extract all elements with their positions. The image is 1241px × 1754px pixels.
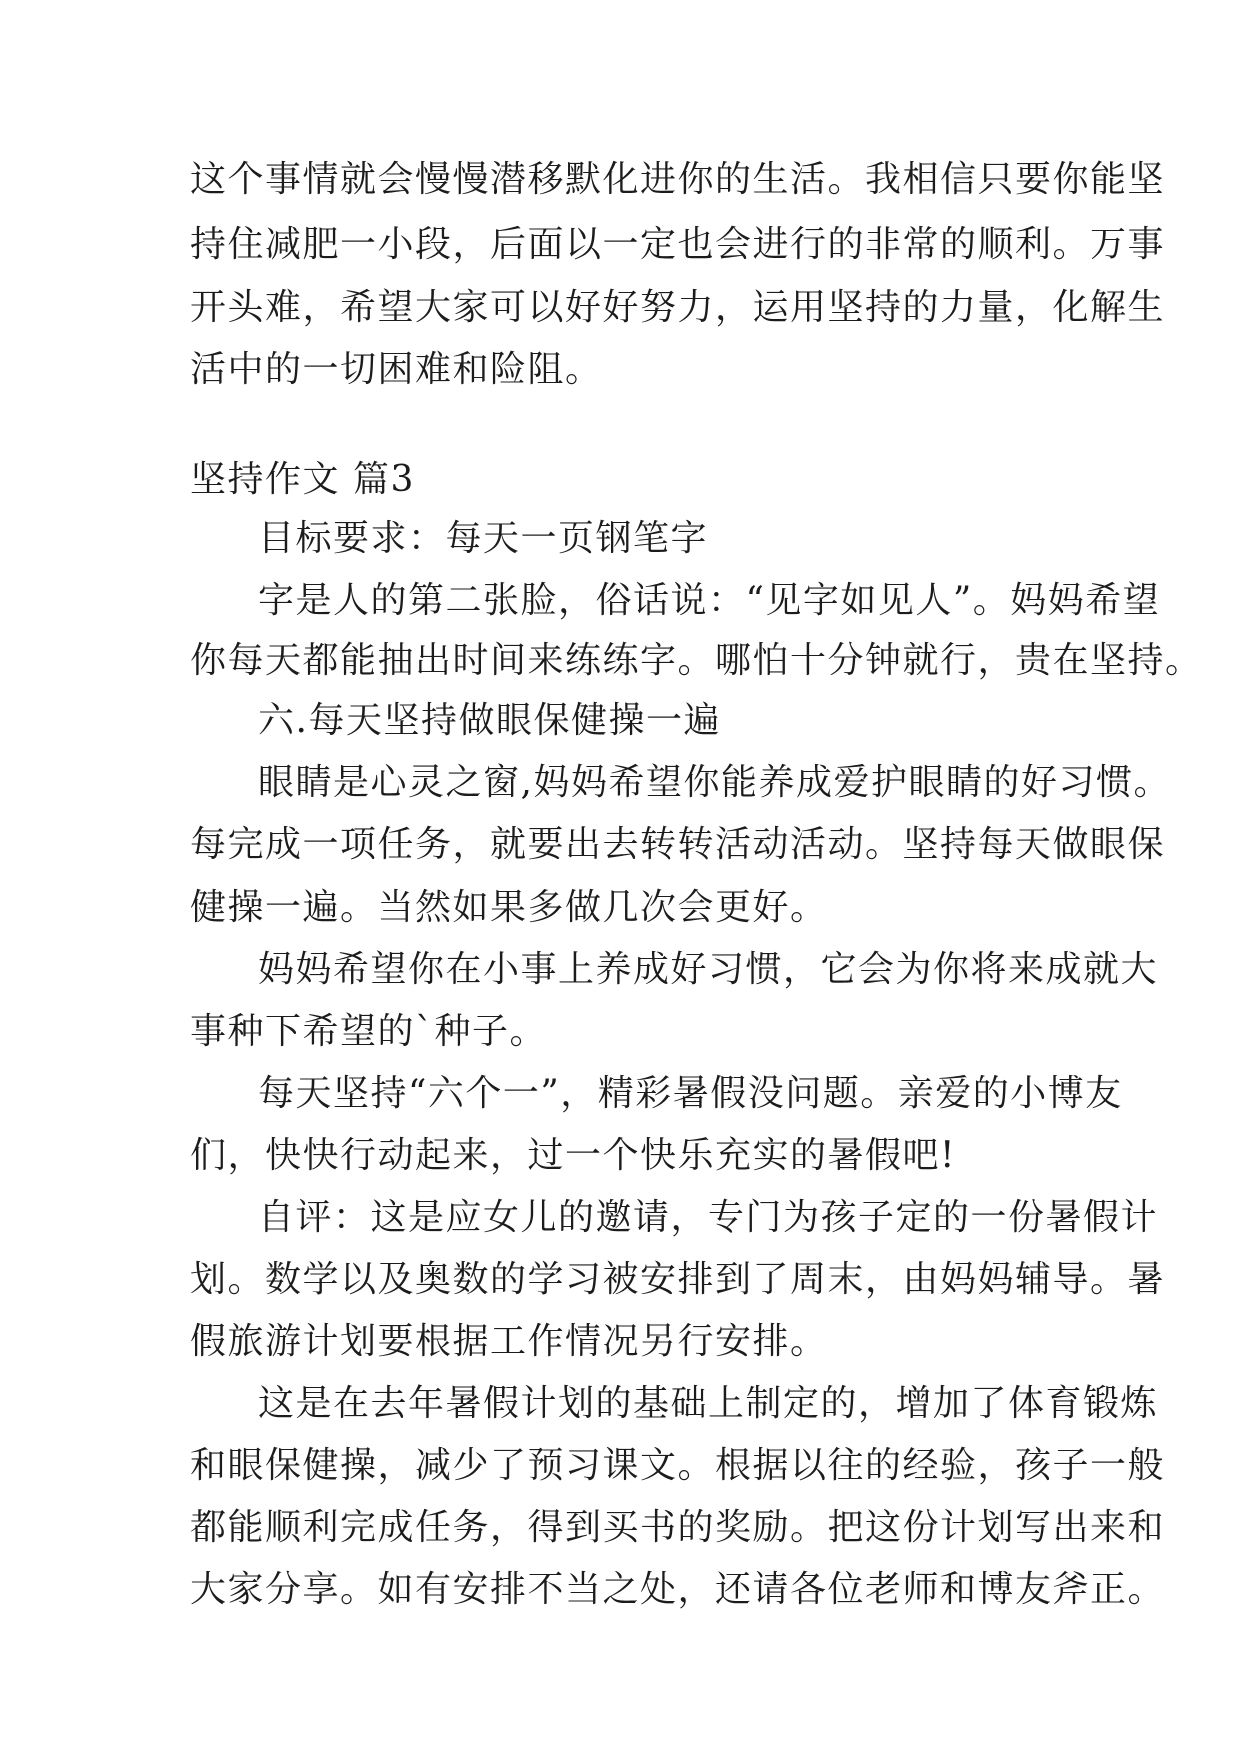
text-line: 健操一遍。当然如果多做几次会更好。: [190, 887, 828, 928]
text-line: 划。数学以及奥数的学习被安排到了周末，由妈妈辅导。暑: [190, 1259, 1166, 1300]
text-line: 活中的一切困难和险阻。: [190, 349, 603, 390]
text-line: 这是在去年暑假计划的基础上制定的，增加了体育锻炼: [258, 1383, 1159, 1424]
text-line: 大家分享。如有安排不当之处，还请各位老师和博友斧正。: [190, 1569, 1166, 1610]
text-line: 这个事情就会慢慢潜移默化进你的生活。我相信只要你能坚: [190, 159, 1166, 200]
text-line: 字是人的第二张脸，俗话说：“见字如见人”。妈妈希望: [258, 580, 1161, 621]
text-line: 们，快快行动起来，过一个快乐充实的暑假吧!: [190, 1135, 956, 1176]
text-line: 六.每天坚持做眼保健操一遍: [258, 700, 721, 741]
text-line: 持住减肥一小段，后面以一定也会进行的非常的顺利。万事: [190, 224, 1166, 265]
text-line: 目标要求：每天一页钢笔字: [258, 518, 709, 559]
text-line: 事种下希望的`种子。: [190, 1011, 548, 1052]
text-line: 每完成一项任务，就要出去转转活动活动。坚持每天做眼保: [190, 824, 1166, 865]
text-line: 和眼保健操，减少了预习课文。根据以往的经验，孩子一般: [190, 1445, 1166, 1486]
text-line: 开头难，希望大家可以好好努力，运用坚持的力量，化解生: [190, 287, 1166, 328]
text-line: 妈妈希望你在小事上养成好习惯，它会为你将来成就大: [258, 949, 1159, 990]
section-title: 坚持作文 篇3: [190, 459, 415, 500]
text-line: 眼睛是心灵之窗,妈妈希望你能养成爱护眼睛的好习惯。: [258, 762, 1171, 803]
text-line: 自评：这是应女儿的邀请，专门为孩子定的一份暑假计: [258, 1197, 1159, 1238]
text-line: 每天坚持“六个一”，精彩暑假没问题。亲爱的小博友: [258, 1073, 1123, 1114]
text-line: 假旅游计划要根据工作情况另行安排。: [190, 1321, 828, 1362]
text-line: 都能顺利完成任务，得到买书的奖励。把这份计划写出来和: [190, 1507, 1166, 1548]
text-line: 你每天都能抽出时间来练练字。哪怕十分钟就行，贵在坚持。: [190, 640, 1203, 681]
